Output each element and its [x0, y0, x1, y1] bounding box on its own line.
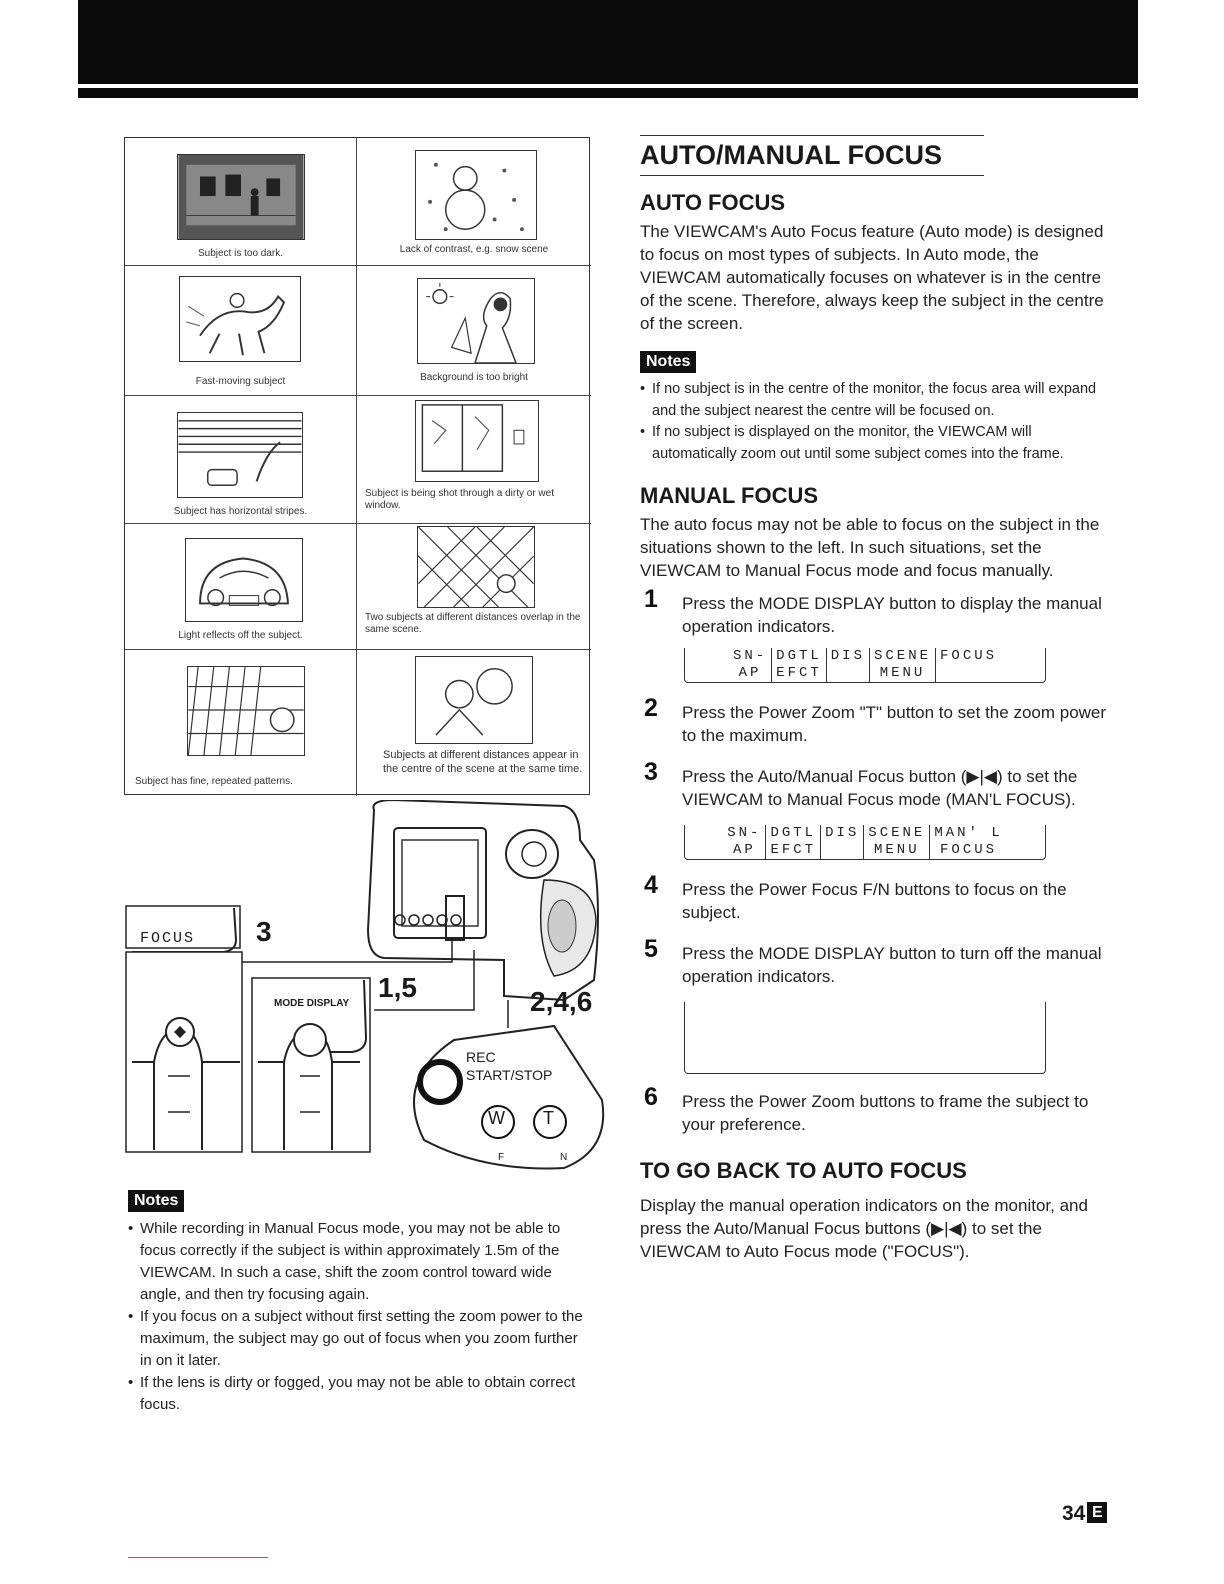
- note-item: • While recording in Manual Focus mode, you may not be able to focus correctly if the subject is within approximately 1.5m of the VIEWCAM. In such a case, shift the zoom control toward wide angle, and then try focusing again.: [128, 1218, 588, 1306]
- osd-cell: FOCUS: [936, 648, 1002, 665]
- step-number: 5: [644, 935, 658, 963]
- focus-f-label: F: [498, 1152, 505, 1163]
- manual-focus-text: The auto focus may not be able to focus on the subject in the situations shown to the left. In such situations, set the VIEWCAM to Manual Focus mode and focus manually.: [640, 515, 1100, 580]
- rec-line-2: START/STOP: [466, 1067, 553, 1083]
- osd-cell: [821, 842, 864, 859]
- grid-cell-reflect: [125, 524, 357, 650]
- notes-badge: Notes: [128, 1190, 184, 1212]
- step-text: Press the MODE DISPLAY button to turn off the manual operation indicators.: [682, 944, 1102, 986]
- caption-6: Subject is being shot through a dirty or wet window.: [365, 488, 554, 511]
- step-text: Press the Power Focus F/N buttons to focus on the subject.: [682, 880, 1067, 922]
- mode-display-label: MODE DISPLAY: [274, 998, 350, 1009]
- grid-cell-overlap: [357, 524, 591, 650]
- auto-focus-text: The VIEWCAM's Auto Focus feature (Auto mode) is designed to focus on most types of subjects. In Auto mode, the VIEWCAM automatically focuses on whatever is in the centre of the scene. Therefore, always keep the subject in the centre of the screen.: [640, 222, 1104, 333]
- right-column: [640, 135, 1110, 1263]
- caption-9: Subject has fine, repeated patterns.: [135, 776, 293, 787]
- callout-2-4-6: 2,4,6: [530, 986, 593, 1017]
- caption-1: Subject is too dark.: [197, 248, 284, 259]
- bright-background-illustration: [417, 278, 535, 364]
- right-notes-list: [640, 379, 1110, 465]
- grid-cell-contrast: [357, 138, 591, 266]
- car-illustration: [185, 538, 303, 622]
- osd-cell: AP: [738, 665, 762, 681]
- osd-indicator-off: [684, 1002, 1046, 1074]
- grid-cell-fast: [125, 266, 357, 396]
- horse-illustration: [179, 276, 301, 362]
- back-to-auto-heading: TO GO BACK TO AUTO FOCUS: [640, 1158, 967, 1183]
- caption-8: Two subjects at different distances overlap in the same scene.: [365, 612, 581, 635]
- back-to-auto-text: Display the manual operation indicators on the monitor, and press the Auto/Manual Focus buttons (▶|◀) to set the VIEWCAM to Auto Focus mode ("FOCUS").: [640, 1196, 1088, 1261]
- osd-indicator-1: [684, 648, 1046, 683]
- osd-cell: [826, 665, 869, 682]
- caption-2: Lack of contrast, e.g. snow scene: [399, 244, 549, 255]
- dark-room-illustration: [177, 154, 305, 240]
- osd-cell: MENU: [870, 665, 936, 682]
- osd-cell: DIS: [821, 825, 864, 842]
- grid-cell-stripes: [125, 396, 357, 524]
- step-text: Press the Power Zoom buttons to frame the subject to your preference.: [682, 1092, 1089, 1134]
- osd-cell: DIS: [826, 648, 869, 665]
- step-number: 6: [644, 1083, 658, 1111]
- osd-cell: SCENE: [870, 648, 936, 665]
- left-notes: [128, 1190, 588, 1416]
- header-band: [78, 0, 1138, 84]
- step-number: 1: [644, 585, 658, 613]
- step-text: Press the MODE DISPLAY button to display the manual operation indicators.: [682, 594, 1102, 636]
- focus-n-label: N: [560, 1152, 568, 1163]
- step-3: [640, 758, 1110, 811]
- osd-cell: [936, 665, 1002, 682]
- caption-10: Subjects at different distances appear in the centre of the scene at the same time.: [383, 749, 583, 775]
- grid-cell-centre: [357, 650, 591, 796]
- osd-cell: FOCUS: [930, 842, 1007, 859]
- camera-diagram: [124, 800, 614, 1172]
- step-5: [640, 935, 1110, 988]
- grid-cell-window: [357, 396, 591, 524]
- window-illustration: [415, 400, 539, 482]
- left-notes-list: [128, 1218, 588, 1416]
- step-text: Press the Auto/Manual Focus button (▶|◀) to set the VIEWCAM to Manual Focus mode (MAN'L FOCUS).: [682, 767, 1078, 809]
- callout-1-5: 1,5: [378, 972, 417, 1003]
- osd-cell: DGTL: [766, 825, 821, 842]
- step-number: 2: [644, 694, 658, 722]
- caption-4: Background is too bright: [420, 372, 528, 383]
- osd-cell: EFCT: [766, 842, 821, 859]
- fence-illustration: [417, 526, 535, 608]
- note-item: • If no subject is displayed on the monitor, the VIEWCAM will automatically zoom out until some subject comes into the frame.: [640, 422, 1110, 465]
- caption-5: Subject has horizontal stripes.: [173, 506, 308, 517]
- step-number: 4: [644, 871, 658, 899]
- osd-cell: DGTL: [772, 648, 827, 665]
- stripes-illustration: [177, 412, 303, 498]
- header-rule: [78, 88, 1138, 98]
- callout-3: 3: [256, 916, 272, 947]
- rec-label: [466, 1048, 552, 1084]
- notes-badge: Notes: [640, 351, 696, 373]
- auto-focus-heading: AUTO FOCUS: [640, 190, 786, 215]
- grid-cell-patterns: [125, 650, 357, 796]
- caption-7: Light reflects off the subject.: [178, 630, 303, 641]
- step-1: [640, 585, 1110, 638]
- note-item: • If you focus on a subject without first setting the zoom power to the maximum, the subject may go out of focus when you zoom further in on it later.: [128, 1306, 588, 1372]
- osd-cell: SN-: [727, 825, 762, 841]
- manual-focus-heading: MANUAL FOCUS: [640, 483, 819, 508]
- osd-indicator-2: [684, 825, 1046, 860]
- footer-line: [128, 1557, 268, 1558]
- focus-difficulty-grid: [124, 137, 590, 795]
- pattern-illustration: [187, 666, 305, 756]
- snowman-illustration: [415, 150, 537, 240]
- page-title: AUTO/MANUAL FOCUS: [640, 135, 984, 176]
- osd-cell: SN-: [732, 648, 768, 664]
- grid-cell-bright: [357, 266, 591, 396]
- osd-cell: MAN' L: [930, 825, 1007, 842]
- zoom-w-label: W: [488, 1108, 505, 1128]
- step-2: [640, 694, 1110, 747]
- grid-cell-dark: [125, 138, 357, 266]
- step-4: [640, 871, 1110, 924]
- osd-cell: EFCT: [772, 665, 827, 682]
- step-number: 3: [644, 758, 658, 786]
- step-6: [640, 1083, 1110, 1136]
- osd-cell: MENU: [864, 842, 930, 859]
- note-item: • If no subject is in the centre of the monitor, the focus area will expand and the subject nearest the centre will be focused on.: [640, 379, 1110, 422]
- zoom-t-label: T: [543, 1108, 554, 1128]
- osd-cell: AP: [732, 842, 756, 858]
- caption-3: Fast-moving subject: [195, 376, 286, 387]
- focus-indicator-label: FOCUS: [140, 930, 196, 947]
- note-item: • If the lens is dirty or fogged, you may not be able to obtain correct focus.: [128, 1372, 588, 1416]
- osd-cell: SCENE: [864, 825, 930, 842]
- step-text: Press the Power Zoom "T" button to set the zoom power to the maximum.: [682, 703, 1107, 745]
- rec-line-1: REC: [466, 1049, 496, 1065]
- language-badge: E: [1087, 1502, 1107, 1523]
- page-number: [1062, 1502, 1107, 1526]
- two-subjects-illustration: [415, 656, 533, 744]
- page-number-value: 34: [1062, 1502, 1086, 1525]
